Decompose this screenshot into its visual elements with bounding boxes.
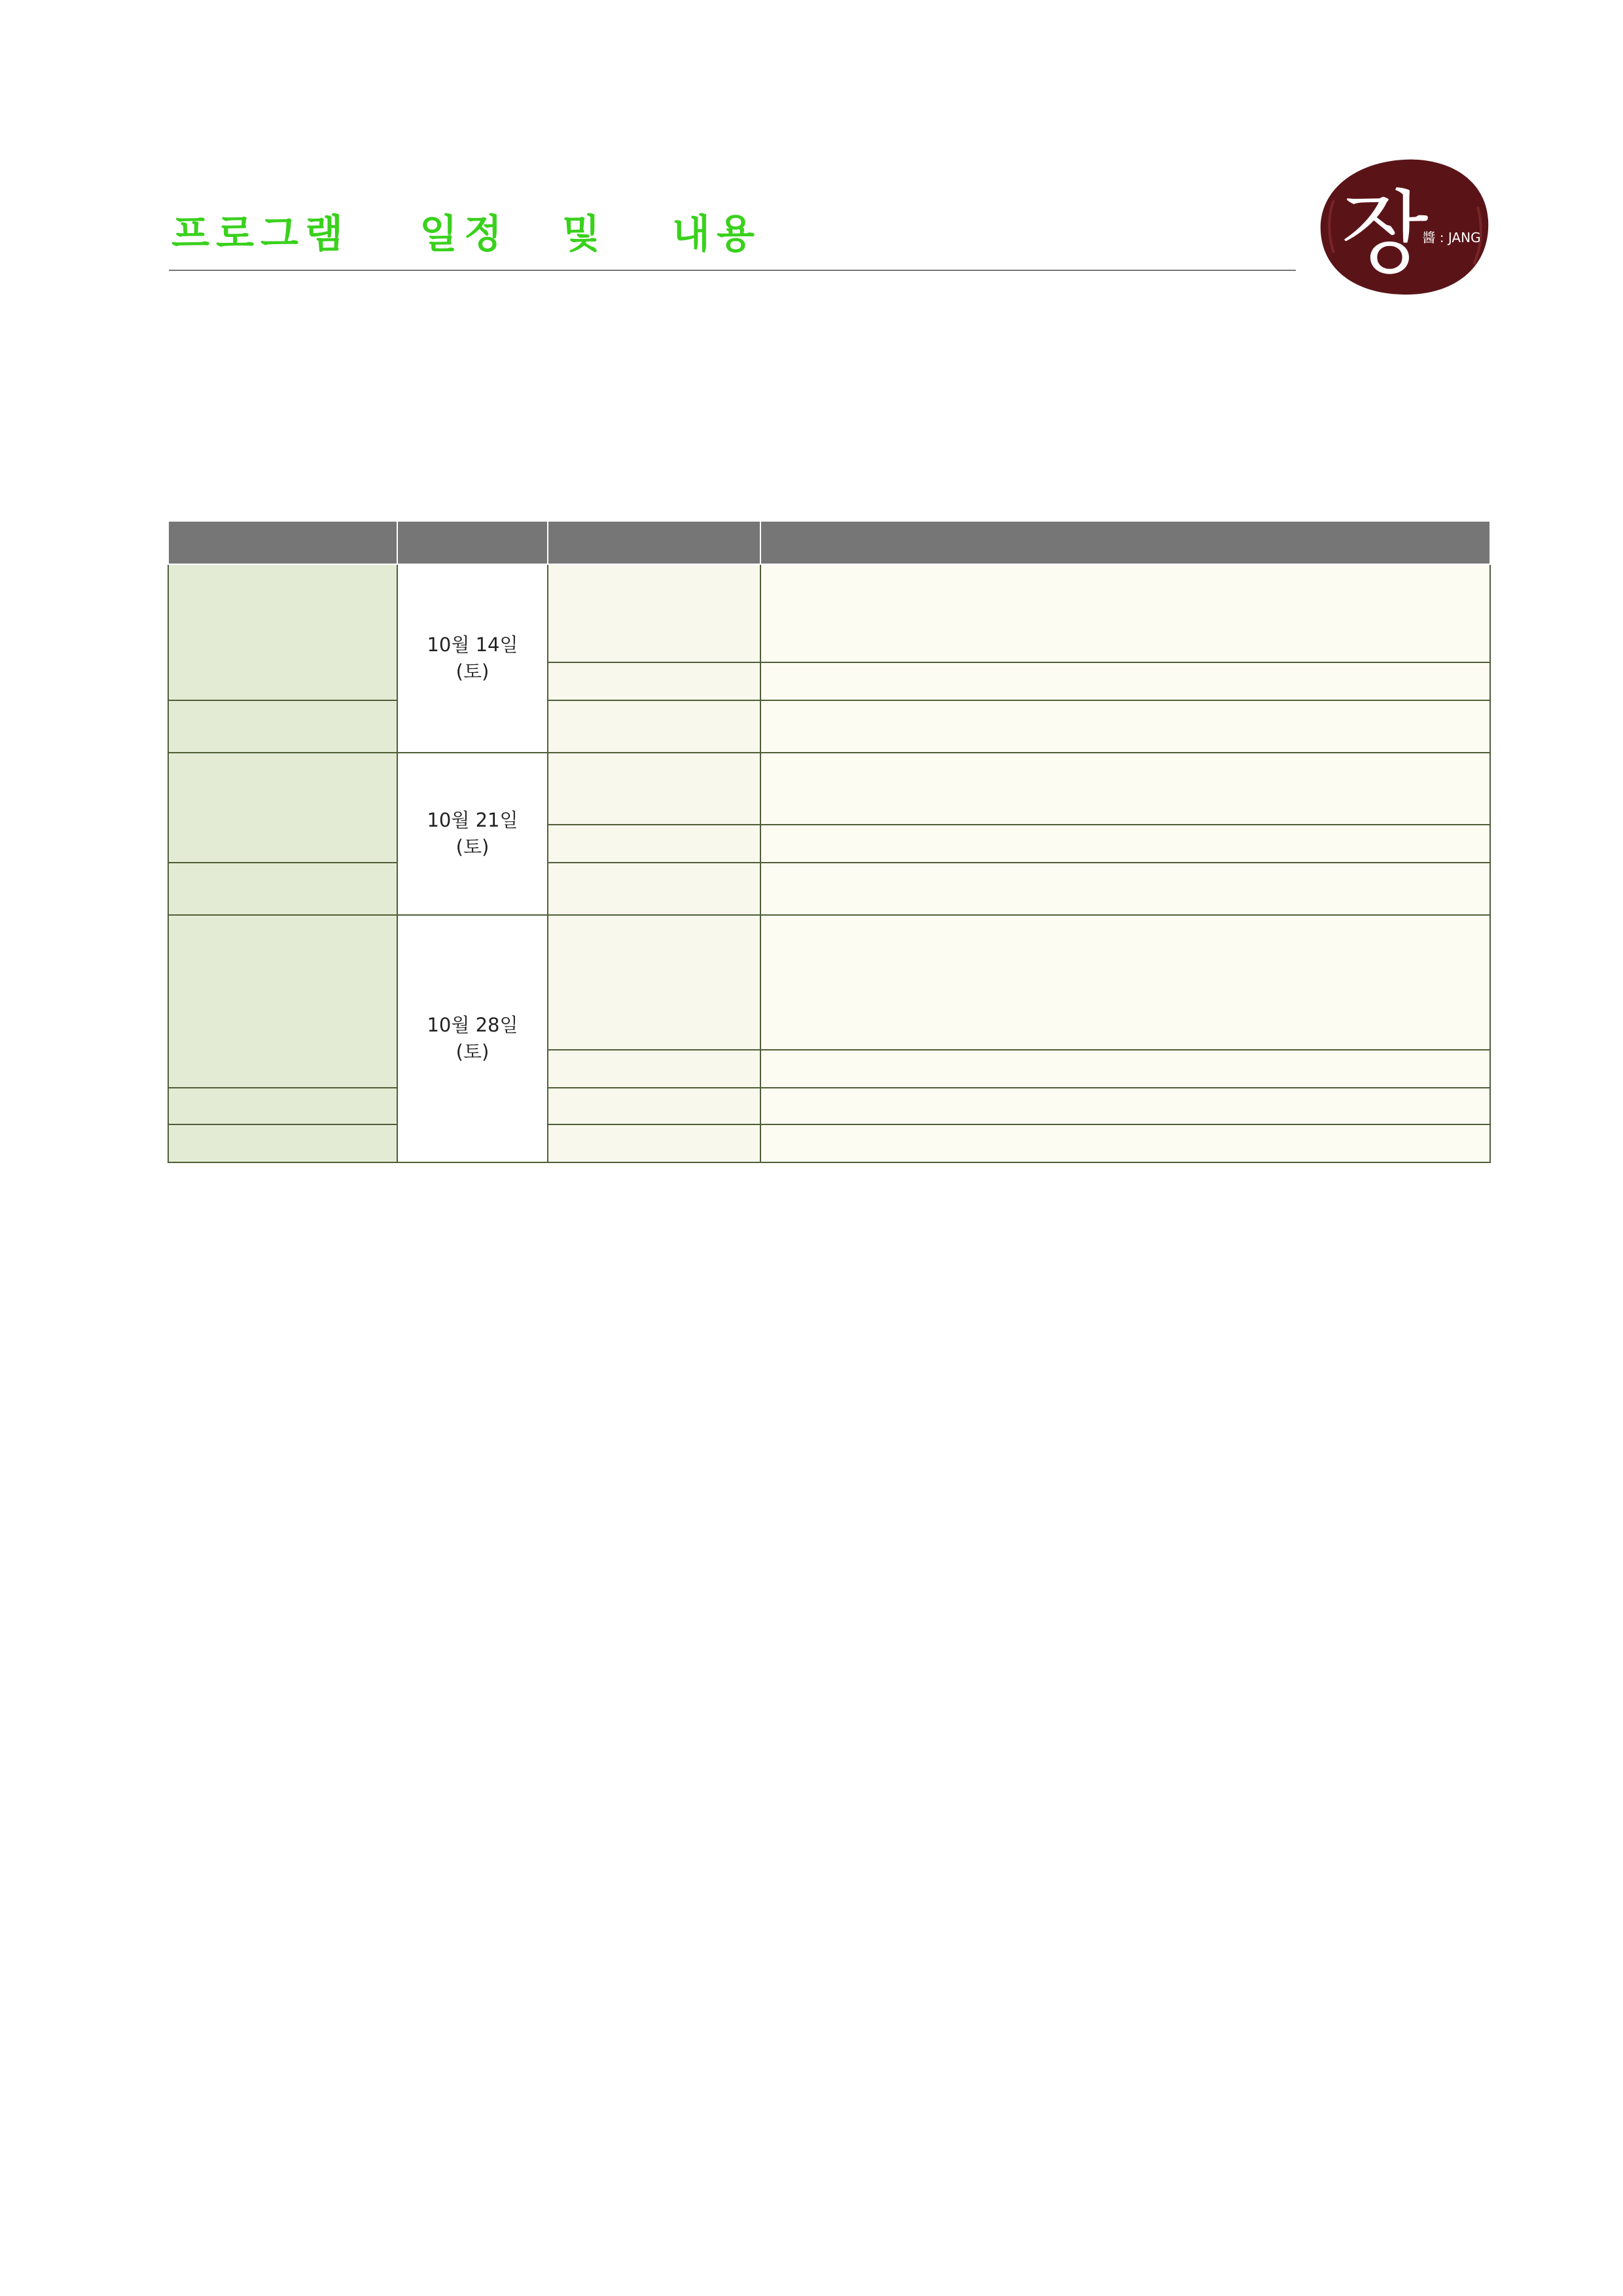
- table-header-row: [168, 521, 1490, 564]
- table-row: [168, 700, 1490, 753]
- svg-text:醬 : JANG: 醬 : JANG: [1422, 230, 1481, 245]
- page-title: 프 로 그 램 일 정 및 내 용: [171, 211, 755, 257]
- program-table: [168, 520, 1491, 1163]
- content-cell: [760, 863, 1490, 915]
- session-cell: [168, 753, 397, 863]
- session-cell: [168, 564, 397, 700]
- session-cell: [168, 1088, 397, 1124]
- table-row: [168, 1088, 1490, 1124]
- table-row: [168, 1124, 1490, 1162]
- date-line: 10월 21일: [427, 809, 518, 832]
- header-session: [168, 521, 397, 564]
- subject-cell: [548, 753, 760, 825]
- subject-cell: [548, 863, 760, 915]
- header-subject: [548, 521, 760, 564]
- subject-cell: [548, 1088, 760, 1124]
- content-cell: [760, 825, 1490, 863]
- header-content: [760, 521, 1490, 564]
- content-cell: [760, 1088, 1490, 1124]
- svg-text:장: 장: [1341, 181, 1429, 286]
- subject-cell: [548, 662, 760, 700]
- table-row: [168, 915, 1490, 1050]
- table-row: [168, 564, 1490, 662]
- date-line: (토): [455, 660, 490, 683]
- subject-cell: [548, 915, 760, 1050]
- subject-cell: [548, 825, 760, 863]
- subject-cell: [548, 1124, 760, 1162]
- jang-logo: [1314, 154, 1493, 298]
- content-cell: [760, 1124, 1490, 1162]
- date-cell: [397, 753, 548, 915]
- content-cell: [760, 564, 1490, 662]
- content-cell: [760, 700, 1490, 753]
- content-cell: [760, 1050, 1490, 1088]
- table-row: [168, 863, 1490, 915]
- session-cell: [168, 915, 397, 1088]
- date-line: 10월 14일: [427, 634, 518, 656]
- date-line: (토): [455, 836, 490, 858]
- title-divider: [169, 270, 1296, 271]
- session-cell: [168, 700, 397, 753]
- date-line: 10월 28일: [427, 1014, 518, 1037]
- header-date: [397, 521, 548, 564]
- content-cell: [760, 753, 1490, 825]
- subject-cell: [548, 1050, 760, 1088]
- table-row: [168, 753, 1490, 825]
- subject-cell: [548, 564, 760, 662]
- session-cell: [168, 863, 397, 915]
- content-cell: [760, 662, 1490, 700]
- date-line: (토): [455, 1041, 490, 1063]
- subject-cell: [548, 700, 760, 753]
- date-cell: [397, 564, 548, 753]
- session-cell: [168, 1124, 397, 1162]
- date-cell: [397, 915, 548, 1162]
- content-cell: [760, 915, 1490, 1050]
